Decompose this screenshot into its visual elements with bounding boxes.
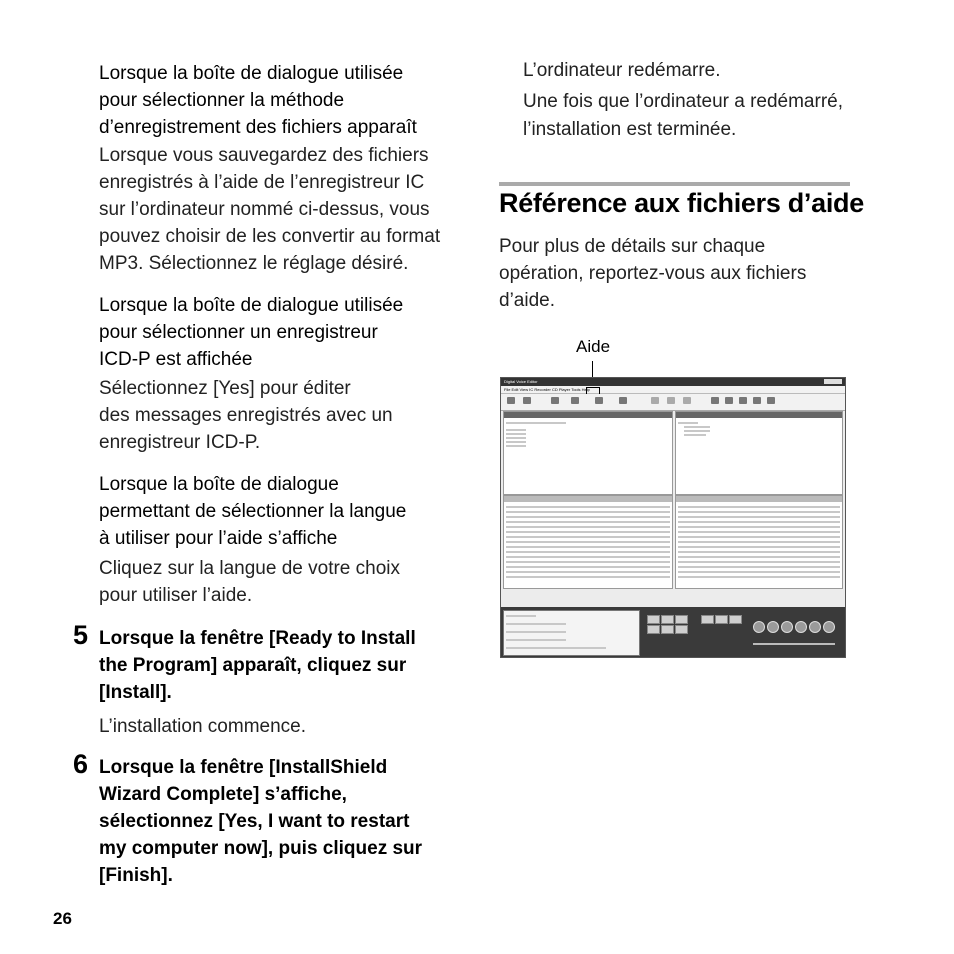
para-restart [523, 57, 843, 144]
toolbar-icon [725, 397, 733, 404]
play-button [675, 625, 688, 634]
list-row [506, 556, 670, 558]
slow-button [729, 615, 742, 624]
text-line: d’aide. [499, 290, 555, 311]
control-knob-icon [753, 621, 765, 633]
list-row [506, 511, 670, 513]
app-screenshot [500, 377, 846, 658]
folder-row [684, 430, 710, 432]
list-row [678, 566, 840, 568]
menu-bar [501, 386, 845, 394]
list-row [678, 541, 840, 543]
heading-line: pour sélectionner la méthode [99, 90, 345, 111]
text-line: Lorsque vous sauvegardez des fichiers [99, 145, 429, 166]
text-line: enregistreur ICD-P. [99, 432, 261, 453]
step-line: Lorsque la fenêtre [InstallShield [99, 757, 388, 778]
control-knob-icon [767, 621, 779, 633]
memo-button [701, 615, 714, 624]
heading-line: pour sélectionner un enregistreur [99, 322, 378, 343]
list-row [506, 561, 670, 563]
panel-header [676, 412, 842, 418]
file-info-display [503, 610, 640, 656]
toolbar-icon [523, 397, 531, 404]
para-icd-p [99, 375, 393, 456]
toolbar-icon [595, 397, 603, 404]
list-row [506, 521, 670, 523]
computer-folder-panel [675, 411, 843, 495]
heading-recording-method [99, 60, 417, 141]
folder-row [678, 422, 698, 424]
list-row [678, 571, 840, 573]
text-line: L’ordinateur redémarre. [523, 60, 721, 81]
computer-file-list [675, 495, 843, 589]
heading-line: d’enregistrement des fichiers apparaît [99, 117, 417, 138]
list-row [506, 526, 670, 528]
callout-label: Aide [576, 337, 611, 356]
list-row [506, 566, 670, 568]
folder-row [506, 433, 526, 435]
list-row [506, 516, 670, 518]
folder-row [684, 426, 710, 428]
para-recording-method [99, 142, 440, 277]
text-line: Cliquez sur la langue de votre choix [99, 558, 401, 579]
para-language [99, 555, 400, 609]
player-control-panel [501, 607, 845, 657]
heading-language [99, 471, 406, 552]
text-line: Sélectionnez [Yes] pour éditer [99, 378, 351, 399]
step-5-text [99, 625, 416, 706]
rewind-button [661, 615, 674, 624]
list-row [506, 541, 670, 543]
window-controls-icon [824, 379, 842, 384]
list-row [678, 531, 840, 533]
step-6-text [99, 754, 422, 889]
page-number: 26 [53, 909, 72, 928]
list-row [678, 521, 840, 523]
info-row [506, 623, 566, 625]
ic-recorder-file-list [503, 495, 673, 589]
step-6-number: 6 [73, 749, 89, 779]
info-row [506, 615, 536, 617]
folder-row [506, 437, 526, 439]
section-title: Référence aux fichiers d’aide [499, 188, 864, 218]
list-row [678, 516, 840, 518]
list-row [506, 531, 670, 533]
normal-button [715, 615, 728, 624]
toolbar-icon [507, 397, 515, 404]
heading-line: Lorsque la boîte de dialogue utilisée [99, 295, 404, 316]
text-line: pour utiliser l’aide. [99, 585, 253, 606]
prev-button [647, 625, 660, 634]
speed-slider [753, 643, 835, 645]
panel-header [504, 412, 672, 418]
heading-line: Lorsque la boîte de dialogue [99, 474, 339, 495]
control-knob-icon [823, 621, 835, 633]
text-line: sur l’ordinateur nommé ci-dessus, vous [99, 199, 430, 220]
list-row [506, 546, 670, 548]
toolbar-icon [619, 397, 627, 404]
folder-row [506, 441, 526, 443]
text-line: pouvez choisir de les convertir au format [99, 226, 441, 247]
step-line: [Finish]. [99, 865, 173, 886]
control-knob-icon [781, 621, 793, 633]
heading-line: ICD-P est affichée [99, 349, 253, 370]
step-5-result: L’installation commence. [99, 716, 306, 737]
info-row [506, 639, 566, 641]
toolbar-icon [739, 397, 747, 404]
toolbar-icon [683, 397, 691, 404]
forward-button [675, 615, 688, 624]
text-line: l’installation est terminée. [523, 119, 737, 140]
stop-button [647, 615, 660, 624]
folder-row [684, 434, 706, 436]
toolbar-icon [651, 397, 659, 404]
step-line: Wizard Complete] s’affiche, [99, 784, 347, 805]
heading-line: Lorsque la boîte de dialogue utilisée [99, 63, 404, 84]
list-header [504, 496, 672, 502]
list-row [678, 551, 840, 553]
list-row [678, 526, 840, 528]
info-row [506, 631, 566, 633]
list-row [506, 571, 670, 573]
list-row [678, 546, 840, 548]
heading-icd-p [99, 292, 403, 373]
list-row [678, 576, 840, 578]
text-line: MP3. Sélectionnez le réglage désiré. [99, 253, 409, 274]
window-title: Digital Voice Editor [504, 379, 538, 384]
step-line: sélectionnez [Yes, I want to restart [99, 811, 410, 832]
list-header [676, 496, 842, 502]
toolbar-icon [667, 397, 675, 404]
text-line: Une fois que l’ordinateur a redémarré, [523, 91, 844, 112]
list-row [678, 561, 840, 563]
step-line: the Program] apparaît, cliquez sur [99, 655, 407, 676]
step-5-number: 5 [73, 620, 89, 650]
toolbar-icon [767, 397, 775, 404]
next-button [661, 625, 674, 634]
toolbar-icon [551, 397, 559, 404]
window-titlebar [501, 378, 845, 386]
control-knob-icon [795, 621, 807, 633]
step-line: [Install]. [99, 682, 172, 703]
folder-row [506, 445, 526, 447]
folder-row [506, 422, 566, 424]
info-row [506, 647, 606, 649]
list-row [506, 506, 670, 508]
control-knob-icon [809, 621, 821, 633]
heading-line: à utiliser pour l’aide s’affiche [99, 528, 338, 549]
menu-text: File Edit View IC Recorder CD Player Tools Help [504, 387, 590, 392]
list-row [678, 506, 840, 508]
toolbar-icon [711, 397, 719, 404]
toolbar [501, 394, 845, 411]
section-para [499, 233, 806, 314]
toolbar-icon [753, 397, 761, 404]
list-row [506, 551, 670, 553]
ic-recorder-folder-panel [503, 411, 673, 495]
section-rule [499, 182, 850, 186]
folder-row [506, 429, 526, 431]
heading-line: permettant de sélectionner la langue [99, 501, 407, 522]
list-row [506, 576, 670, 578]
text-line: enregistrés à l’aide de l’enregistreur IC [99, 172, 425, 193]
list-row [506, 536, 670, 538]
text-line: Pour plus de détails sur chaque [499, 236, 766, 257]
list-row [678, 536, 840, 538]
toolbar-icon [571, 397, 579, 404]
list-row [678, 511, 840, 513]
list-row [678, 556, 840, 558]
step-line: my computer now], puis cliquez sur [99, 838, 423, 859]
text-line: opération, reportez-vous aux fichiers [499, 263, 807, 284]
step-line: Lorsque la fenêtre [Ready to Install [99, 628, 416, 649]
text-line: des messages enregistrés avec un [99, 405, 393, 426]
